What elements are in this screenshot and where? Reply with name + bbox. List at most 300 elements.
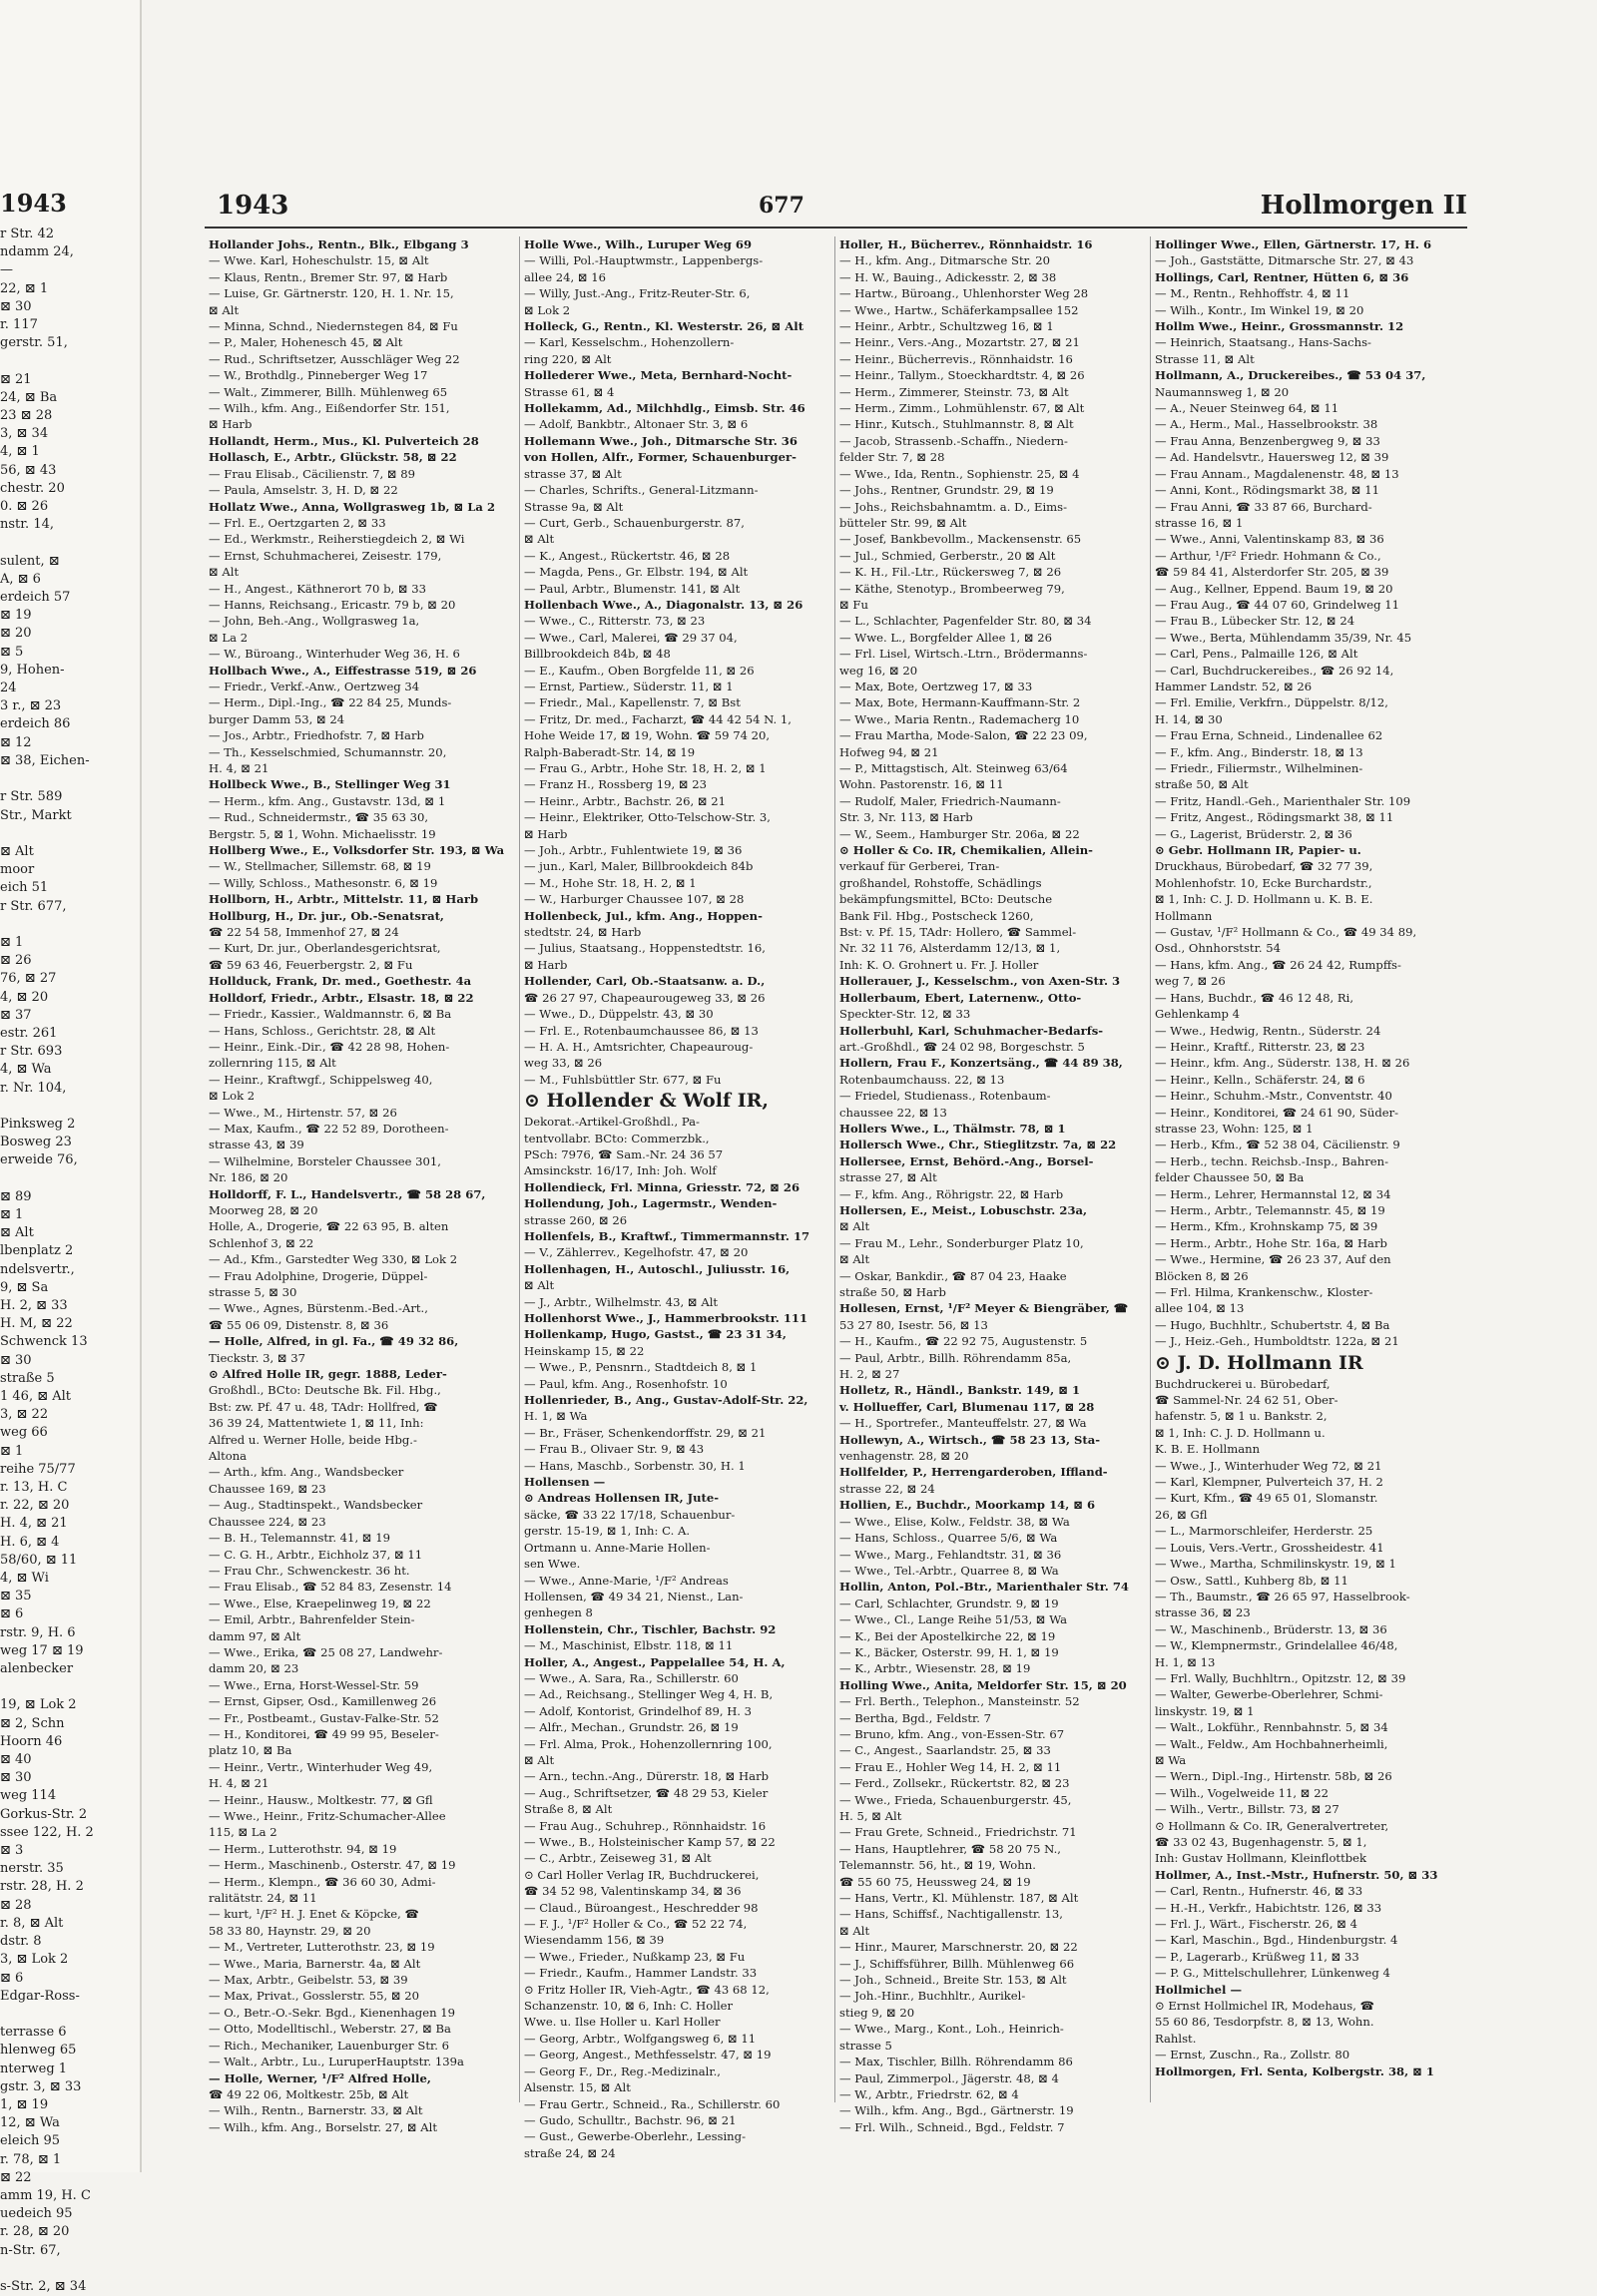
directory-entry: — Ernst, Schuhmacherei, Zeisestr. 179, xyxy=(209,548,442,563)
directory-entry: — Walt., Arbtr., Lu., LuruperHauptstr. 139a xyxy=(209,2055,464,2069)
directory-entry: — Frl. Hilma, Krankenschw., Kloster- xyxy=(1155,1285,1373,1299)
directory-entry: — Holle, Alfred, in gl. Fa., ☎ 49 32 86, xyxy=(209,1334,459,1349)
directory-entry: — Wwe. L., Borgfelder Allee 1, ⊠ 26 xyxy=(839,630,1053,645)
previous-page-line: estr. 261 xyxy=(0,1025,58,1041)
directory-entry: — Ernst, Zuschn., Ra., Zollstr. 80 xyxy=(1155,2048,1350,2063)
previous-page-line: weg 114 xyxy=(0,1788,57,1804)
previous-page-line xyxy=(0,1098,128,1116)
directory-entry: — Wilhelmine, Borsteler Chaussee 301, xyxy=(209,1153,441,1168)
directory-entry: — Frau G., Arbtr., Hohe Str. 18, H. 2, ⊠ 1 xyxy=(524,761,767,775)
directory-entry: Hollensen — xyxy=(524,1475,606,1490)
directory-entry: — Minna, Schnd., Niedernstegen 84, ⊠ Fu xyxy=(209,319,458,334)
directory-entry: felder Str. 7, ⊠ 28 xyxy=(839,450,945,465)
directory-entry: — M., Fuhlsbüttler Str. 677, ⊠ Fu xyxy=(524,1072,722,1087)
directory-entry: von Hollen, Alfr., Former, Schauenburger- xyxy=(524,450,797,465)
directory-entry: Hollederer Wwe., Meta, Bernhard-Nocht- xyxy=(524,368,793,383)
directory-entry: — Wwe., M., Hirtenstr. 57, ⊠ 26 xyxy=(209,1105,397,1120)
directory-entry: — Gust., Gewerbe-Oberlehr., Lessing- xyxy=(524,2129,746,2144)
directory-entry: Hammer Landstr. 52, ⊠ 26 xyxy=(1155,679,1313,693)
directory-entry: Mohlenhofstr. 10, Ecke Burchardstr., xyxy=(1155,875,1372,890)
directory-entry: — Wwe., Anni, Valentinskamp 83, ⊠ 36 xyxy=(1155,532,1384,547)
directory-entry: — Herm., kfm. Ang., Gustavstr. 13d, ⊠ 1 xyxy=(209,793,446,808)
directory-entry: — Frau Elisab., Cäcilienstr. 7, ⊠ 89 xyxy=(209,466,416,481)
directory-entry: — Bertha, Bgd., Feldstr. 7 xyxy=(839,1710,992,1725)
directory-entry: Hollborn, H., Arbtr., Mittelstr. 11, ⊠ Harb xyxy=(209,892,479,907)
directory-entry: — Johs., Rentner, Grundstr. 29, ⊠ 19 xyxy=(839,483,1054,498)
directory-entry: — Ad. Handelsvtr., Hauersweg 12, ⊠ 39 xyxy=(1155,450,1389,465)
directory-page xyxy=(205,185,1467,2160)
previous-page-line: erdeich 86 xyxy=(0,716,71,732)
directory-entry: — Aug., Schriftsetzer, ☎ 48 29 53, Kieler xyxy=(524,1785,769,1800)
directory-entry: Hollberg Wwe., E., Volksdorfer Str. 193, ⊠ Wa xyxy=(209,843,505,858)
previous-page-line: 0. ⊠ 26 xyxy=(0,499,49,515)
directory-entry: sen Wwe. xyxy=(524,1557,581,1572)
directory-entry: — Frau B., Olivaer Str. 9, ⊠ 43 xyxy=(524,1442,705,1457)
directory-entry: — Otto, Modelltischl., Weberstr. 27, ⊠ Ba xyxy=(209,2022,451,2037)
directory-entry: — H., Kaufm., ☎ 22 92 75, Augustenstr. 5 xyxy=(839,1334,1088,1349)
previous-page-line: ⊠ 40 xyxy=(0,1752,32,1768)
directory-entry: Hollenbach Wwe., A., Diagonalstr. 13, ⊠ 26 xyxy=(524,597,803,612)
directory-entry: — Max, Tischler, Billh. Röhrendamm 86 xyxy=(839,2055,1073,2069)
directory-entry: ☎ Sammel-Nr. 24 62 51, Ober- xyxy=(1155,1393,1338,1408)
previous-page-line: ⊠ 3 xyxy=(0,1843,24,1859)
directory-entry: — Walt., Lokführ., Rennbahnstr. 5, ⊠ 34 xyxy=(1155,1720,1388,1735)
previous-page-line: H. 4, ⊠ 21 xyxy=(0,1516,68,1532)
directory-entry: — Rud., Schneidermstr., ☎ 35 63 30, xyxy=(209,810,429,825)
directory-entry: — Friedr., Mal., Kapellenstr. 7, ⊠ Bst xyxy=(524,695,741,710)
previous-page-line: ⊠ 26 xyxy=(0,953,32,969)
directory-entry: ⊠ Alt xyxy=(524,1278,555,1293)
directory-entry: ☎ 55 60 75, Heussweg 24, ⊠ 19 xyxy=(839,1874,1031,1889)
previous-page-line: ⊠ 5 xyxy=(0,644,24,660)
directory-entry: — Heinr., Arbtr., Bachstr. 26, ⊠ 21 xyxy=(524,793,726,808)
previous-page-line xyxy=(0,352,128,370)
directory-entry: ☎ 59 63 46, Feuerbergstr. 2, ⊠ Fu xyxy=(209,957,413,972)
directory-entry: — Frau Anna, Benzenbergweg 9, ⊠ 33 xyxy=(1155,433,1380,448)
directory-entry: straße 50, ⊠ Harb xyxy=(839,1285,946,1299)
directory-entry: — H., kfm. Ang., Ditmarsche Str. 20 xyxy=(839,253,1051,268)
directory-entry: — Friedr., Verkf.-Anw., Oertzweg 34 xyxy=(209,679,420,693)
directory-entry: — Friedr., Kassier., Waldmannstr. 6, ⊠ Ba xyxy=(209,1007,452,1022)
column-3 xyxy=(835,236,1151,2134)
directory-entry: — Arth., kfm. Ang., Wandsbecker xyxy=(209,1465,404,1480)
directory-entry: — Paul, Arbtr., Billh. Röhrendamm 85a, xyxy=(839,1350,1072,1365)
directory-entry: — Wwe., Erika, ☎ 25 08 27, Landwehr- xyxy=(209,1644,443,1659)
previous-page-line: ⊠ 20 xyxy=(0,626,32,642)
directory-entry: — Heinr., Vers.-Ang., Mozartstr. 27, ⊠ 21 xyxy=(839,335,1080,350)
previous-page-line: gerstr. 51, xyxy=(0,335,68,351)
directory-entry: — V., Zählerrev., Kegelhofstr. 47, ⊠ 20 xyxy=(524,1245,749,1260)
directory-entry: — Frl. Wilh., Schneid., Bgd., Feldstr. 7 xyxy=(839,2119,1065,2134)
directory-entry: — Wwe., Maria, Barnerstr. 4a, ⊠ Alt xyxy=(209,1956,421,1971)
directory-entry: ⊠ Alt xyxy=(209,565,240,580)
directory-entry: Hollendung, Joh., Lagermstr., Wenden- xyxy=(524,1196,778,1211)
directory-entry: — Fritz, Dr. med., Facharzt, ☎ 44 42 54 N. 1, xyxy=(524,711,792,726)
directory-entry: — Charles, Schrifts., General-Litzmann- xyxy=(524,483,759,498)
previous-page-line: r. 117 xyxy=(0,317,38,333)
directory-entry: — Paul, kfm. Ang., Rosenhofstr. 10 xyxy=(524,1376,728,1391)
directory-entry: burger Damm 53, ⊠ 24 xyxy=(209,711,345,726)
directory-entry: H. 1, ⊠ Wa xyxy=(524,1409,588,1424)
directory-entry: — Wwe., Frieder., Nußkamp 23, ⊠ Fu xyxy=(524,1949,746,1964)
directory-entry: Hollduck, Frank, Dr. med., Goethestr. 4a xyxy=(209,974,472,989)
directory-entry: Ralph-Baberadt-Str. 14, ⊠ 19 xyxy=(524,744,696,759)
directory-columns xyxy=(205,236,1467,2160)
directory-entry: ⊙ Ernst Hollmichel IR, Modehaus, ☎ xyxy=(1155,1999,1375,2014)
directory-entry: — Ad., Reichsang., Stellinger Weg 4, H. B, xyxy=(524,1687,774,1702)
directory-entry: — jun., Karl, Maler, Billbrookdeich 84b xyxy=(524,859,754,874)
directory-entry: — Herm., Arbtr., Hohe Str. 16a, ⊠ Harb xyxy=(1155,1235,1387,1250)
directory-entry: Druckhaus, Bürobedarf, ☎ 32 77 39, xyxy=(1155,859,1373,874)
directory-entry: Hollendieck, Frl. Minna, Griesstr. 72, ⊠ 26 xyxy=(524,1179,800,1194)
directory-entry: Hollern, Frau F., Konzertsäng., ☎ 44 89 38, xyxy=(839,1056,1123,1071)
previous-page-line: weg 17 ⊠ 19 xyxy=(0,1642,84,1658)
directory-entry: Hollesen, Ernst, ¹/F² Meyer & Biengräber, ☎ xyxy=(839,1301,1129,1316)
directory-entry: Holling Wwe., Anita, Meldorfer Str. 15, ⊠ 20 xyxy=(839,1677,1127,1692)
directory-entry: Moorweg 28, ⊠ 20 xyxy=(209,1202,318,1217)
directory-entry: — C., Angest., Saarlandstr. 25, ⊠ 33 xyxy=(839,1743,1051,1758)
directory-entry: — Hans, Schloss., Quarree 5/6, ⊠ Wa xyxy=(839,1531,1058,1546)
directory-entry: ⊙ Fritz Holler IR, Vieh-Agtr., ☎ 43 68 12, xyxy=(524,1982,770,1997)
directory-entry: tentvollabr. BCto: Commerzbk., xyxy=(524,1131,710,1146)
directory-entry: — Friedel, Studienass., Rotenbaum- xyxy=(839,1089,1051,1104)
directory-entry: — Wilh., kfm. Ang., Bgd., Gärtnerstr. 19 xyxy=(839,2103,1074,2118)
directory-entry: — Wilh., Vertr., Billstr. 73, ⊠ 27 xyxy=(1155,1802,1339,1817)
directory-entry: — Carl, Rentn., Hufnerstr. 46, ⊠ 33 xyxy=(1155,1884,1363,1899)
directory-entry: — L., Marmorschleifer, Herderstr. 25 xyxy=(1155,1524,1373,1539)
directory-entry: — Joh., Arbtr., Fuhlentwiete 19, ⊠ 36 xyxy=(524,843,743,858)
directory-entry: Hollmichel — xyxy=(1155,1982,1243,1997)
directory-entry: — Heinr., Elektriker, Otto-Telschow-Str. 3, xyxy=(524,810,771,825)
directory-entry: — Wilh., Vogelweide 11, ⊠ 22 xyxy=(1155,1785,1329,1800)
directory-entry: — M., Hohe Str. 18, H. 2, ⊠ 1 xyxy=(524,875,697,890)
directory-entry: — Frau Anni, ☎ 33 87 66, Burchard- xyxy=(1155,499,1372,514)
directory-entry: ⊙ Hollender & Wolf IR, xyxy=(524,1090,770,1113)
directory-entry: straße 24, ⊠ 24 xyxy=(524,2145,616,2160)
directory-entry: — Herm., Maschinenb., Osterstr. 47, ⊠ 19 xyxy=(209,1858,456,1873)
directory-entry: Hofweg 94, ⊠ 21 xyxy=(839,744,939,759)
directory-entry: Großhdl., BCto: Deutsche Bk. Fil. Hbg., xyxy=(209,1383,441,1398)
directory-entry: weg 7, ⊠ 26 xyxy=(1155,974,1226,989)
directory-entry: ⊙ Andreas Hollensen IR, Jute- xyxy=(524,1491,720,1506)
directory-entry: art.-Großhdl., ☎ 24 02 98, Borgeschstr. 5 xyxy=(839,1039,1085,1054)
directory-entry: — Heinr., Kelln., Schäferstr. 24, ⊠ 6 xyxy=(1155,1072,1365,1087)
directory-entry: — W., Klempnermstr., Grindelallee 46/48, xyxy=(1155,1638,1398,1653)
previous-page-line: 76, ⊠ 27 xyxy=(0,971,57,987)
directory-entry: — Frau Chr., Schwenckestr. 36 ht. xyxy=(209,1563,410,1578)
directory-entry: — H. W., Bauing., Adickesstr. 2, ⊠ 38 xyxy=(839,269,1057,284)
directory-entry: — Wwe., Cl., Lange Reihe 51/53, ⊠ Wa xyxy=(839,1612,1068,1627)
directory-entry: — Herb., techn. Reichsb.-Insp., Bahren- xyxy=(1155,1153,1388,1168)
directory-entry: — Karl, Klempner, Pulverteich 37, H. 2 xyxy=(1155,1475,1383,1490)
directory-entry: Hollasch, E., Arbtr., Glückstr. 58, ⊠ 22 xyxy=(209,450,457,465)
directory-entry: Hollings, Carl, Rentner, Hütten 6, ⊠ 36 xyxy=(1155,269,1409,284)
directory-entry: — P., Mittagstisch, Alt. Steinweg 63/64 xyxy=(839,761,1068,775)
directory-entry: v. Hollueffer, Carl, Blumenau 117, ⊠ 28 xyxy=(839,1399,1095,1414)
directory-entry: Bst: zw. Pf. 47 u. 48, TAdr: Hollfred, ☎ xyxy=(209,1399,438,1414)
directory-entry: ☎ 22 54 58, Immenhof 27, ⊠ 24 xyxy=(209,925,399,940)
directory-entry: — Carl, Pens., Palmaille 126, ⊠ Alt xyxy=(1155,647,1358,662)
directory-entry: — Paul, Zimmerpol., Jägerstr. 48, ⊠ 4 xyxy=(839,2070,1059,2085)
directory-entry: Hollandt, Herm., Mus., Kl. Pulverteich 28 xyxy=(209,433,479,448)
directory-entry: — Rich., Mechaniker, Lauenburger Str. 6 xyxy=(209,2038,449,2053)
directory-entry: strasse 5, ⊠ 30 xyxy=(209,1285,297,1299)
directory-entry: Hollewyn, A., Wirtsch., ☎ 58 23 13, Sta- xyxy=(839,1432,1101,1447)
previous-page-line: r. 22, ⊠ 20 xyxy=(0,1498,70,1514)
directory-entry: Alfred u. Werner Holle, beide Hbg.- xyxy=(209,1432,417,1447)
directory-entry: Hohe Weide 17, ⊠ 19, Wohn. ☎ 59 74 20, xyxy=(524,728,771,743)
previous-page-line: nstr. 14, xyxy=(0,517,54,533)
previous-page-line: ssee 122, H. 2 xyxy=(0,1824,94,1840)
previous-page-line xyxy=(0,770,128,788)
directory-entry: Hollenhagen, H., Autoschl., Juliusstr. 16, xyxy=(524,1261,791,1276)
previous-page-line: 9, Hohen- xyxy=(0,662,65,678)
directory-entry: Hollinger Wwe., Ellen, Gärtnerstr. 17, H. 6 xyxy=(1155,237,1432,251)
directory-entry: — Anni, Kont., Rödingsmarkt 38, ⊠ 11 xyxy=(1155,483,1379,498)
directory-entry: — Hans, Vertr., Kl. Mühlenstr. 187, ⊠ Alt xyxy=(839,1891,1079,1906)
directory-entry: — Wwe., Hartw., Schäferkampsallee 152 xyxy=(839,302,1079,317)
directory-entry: Hollerbuhl, Karl, Schuhmacher-Bedarfs- xyxy=(839,1023,1104,1038)
previous-page-line: ⊠ 89 xyxy=(0,1188,32,1204)
directory-entry: — Walt., Zimmerer, Billh. Mühlenweg 65 xyxy=(209,384,448,399)
column-4 xyxy=(1151,236,1466,2102)
directory-entry: — Herm., Zimmerer, Steinstr. 73, ⊠ Alt xyxy=(839,384,1069,399)
directory-entry: — Ferd., Zollsekr., Rückertstr. 82, ⊠ 23 xyxy=(839,1776,1070,1791)
page-header xyxy=(205,185,1467,229)
previous-page-line: Gorkus-Str. 2 xyxy=(0,1806,88,1822)
previous-page-line xyxy=(0,534,128,552)
directory-entry: — W., Harburger Chaussee 107, ⊠ 28 xyxy=(524,892,745,907)
directory-entry: — Käthe, Stenotyp., Brombeerweg 79, xyxy=(839,581,1065,596)
directory-entry: — Frl. E., Oertzgarten 2, ⊠ 33 xyxy=(209,515,386,530)
directory-entry: — Kurt, Kfm., ☎ 49 65 01, Slomanstr. xyxy=(1155,1491,1378,1506)
directory-entry: — H. A. H., Amtsrichter, Chapeauroug- xyxy=(524,1039,754,1054)
directory-entry: — Th., Baumstr., ☎ 26 65 97, Hasselbrook- xyxy=(1155,1589,1410,1604)
directory-entry: — H., Konditorei, ☎ 49 99 95, Beseler- xyxy=(209,1726,439,1741)
directory-entry: — W., Brothdlg., Pinneberger Weg 17 xyxy=(209,368,428,383)
directory-entry: — Bruno, kfm. Ang., von-Essen-Str. 67 xyxy=(839,1726,1065,1741)
directory-entry: — Herb., Kfm., ☎ 52 38 04, Cäcilienstr. 9 xyxy=(1155,1138,1400,1152)
directory-entry: H. 4, ⊠ 21 xyxy=(209,761,269,775)
directory-entry: — Gudo, Schulltr., Bachstr. 96, ⊠ 21 xyxy=(524,2112,737,2127)
directory-entry: allee 104, ⊠ 13 xyxy=(1155,1301,1245,1316)
directory-entry: Holle, A., Drogerie, ☎ 22 63 95, B. alten xyxy=(209,1219,449,1234)
directory-entry: — Adolf, Bankbtr., Altonaer Str. 3, ⊠ 6 xyxy=(524,417,749,432)
directory-entry: — John, Beh.-Ang., Wollgrasweg 1a, xyxy=(209,614,420,629)
directory-entry: — Frau Erna, Schneid., Lindenallee 62 xyxy=(1155,728,1383,743)
previous-page-fragment xyxy=(0,189,128,2294)
header-year: 1943 xyxy=(217,191,289,221)
directory-entry: — Frau Martha, Mode-Salon, ☎ 22 23 09, xyxy=(839,728,1088,743)
directory-entry: — Wwe., Elise, Kolw., Feldstr. 38, ⊠ Wa xyxy=(839,1514,1070,1529)
directory-entry: strasse 37, ⊠ Alt xyxy=(524,466,622,481)
directory-entry: — Frl. Emilie, Verkfrn., Düppelstr. 8/12, xyxy=(1155,695,1388,710)
directory-entry: ⊠ 1, Inh: C. J. D. Hollmann u. K. B. E. xyxy=(1155,892,1373,907)
directory-entry: 55 60 86, Tesdorpfstr. 8, ⊠ 13, Wohn. xyxy=(1155,2015,1374,2030)
directory-entry: Hollin, Anton, Pol.-Btr., Marienthaler Str. 74 xyxy=(839,1580,1129,1595)
directory-entry: Hollmann xyxy=(1155,908,1213,923)
directory-entry: — Hans, Hauptlehrer, ☎ 58 20 75 N., xyxy=(839,1841,1061,1856)
directory-entry: — Paula, Amselstr. 3, H. D, ⊠ 22 xyxy=(209,483,398,498)
directory-entry: — W., Büroang., Winterhuder Weg 36, H. 6 xyxy=(209,647,460,662)
directory-entry: ⊙ J. D. Hollmann IR xyxy=(1155,1351,1363,1374)
directory-entry: Chaussee 224, ⊠ 23 xyxy=(209,1514,326,1529)
directory-entry: ☎ 26 27 97, Chapeaurougeweg 33, ⊠ 26 xyxy=(524,990,766,1005)
previous-page-line: alenbecker xyxy=(0,1661,74,1677)
directory-entry: — Wilh., Kontr., Im Winkel 19, ⊠ 20 xyxy=(1155,302,1364,317)
previous-page-line: r. 8, ⊠ Alt xyxy=(0,1915,64,1931)
directory-entry: — P. G., Mittelschullehrer, Lünkenweg 4 xyxy=(1155,1966,1390,1981)
directory-entry: ⊠ Alt xyxy=(209,302,240,317)
directory-entry: — Wwe., B., Holsteinischer Kamp 57, ⊠ 22 xyxy=(524,1835,776,1849)
directory-entry: ⊠ Alt xyxy=(524,532,555,547)
previous-page-line: — xyxy=(0,262,13,278)
directory-entry: — Josef, Bankbevollm., Mackensenstr. 65 xyxy=(839,532,1082,547)
directory-entry: damm 97, ⊠ Alt xyxy=(209,1628,301,1643)
directory-entry: — Wwe., Hedwig, Rentn., Süderstr. 24 xyxy=(1155,1023,1381,1038)
directory-entry: 58 33 80, Haynstr. 29, ⊠ 20 xyxy=(209,1923,371,1938)
directory-entry: Schanzenstr. 10, ⊠ 6, Inh: C. Holler xyxy=(524,1999,734,2014)
directory-entry: — C., Arbtr., Zeiseweg 31, ⊠ Alt xyxy=(524,1851,712,1866)
previous-page-line: eich 51 xyxy=(0,880,49,896)
directory-entry: — Herm., Kfm., Krohnskamp 75, ⊠ 39 xyxy=(1155,1219,1378,1234)
directory-entry: Hollander Johs., Rentn., Blk., Elbgang 3 xyxy=(209,237,469,251)
previous-page-line: 4, ⊠ Wa xyxy=(0,1062,52,1078)
directory-entry: — Aug., Kellner, Eppend. Baum 19, ⊠ 20 xyxy=(1155,581,1393,596)
directory-entry: — Herm., Klempn., ☎ 36 60 30, Admi- xyxy=(209,1874,436,1889)
directory-entry: Hollers Wwe., L., Thälmstr. 78, ⊠ 1 xyxy=(839,1121,1066,1136)
directory-entry: ☎ 49 22 06, Moltkestr. 25b, ⊠ Alt xyxy=(209,2086,409,2101)
directory-entry: — C. G. H., Arbtr., Eichholz 37, ⊠ 11 xyxy=(209,1547,423,1562)
previous-page-line: ⊠ 30 xyxy=(0,1770,32,1786)
directory-entry: — J., Heiz.-Geh., Humboldtstr. 122a, ⊠ 21 xyxy=(1155,1334,1399,1349)
previous-page-line: ⊠ 1 xyxy=(0,934,24,950)
directory-entry: — Hans, Schloss., Gerichtstr. 28, ⊠ Alt xyxy=(209,1023,436,1038)
directory-entry: ⊠ Alt xyxy=(839,1252,870,1267)
directory-entry: Hollender, Carl, Ob.-Staatsanw. a. D., xyxy=(524,974,766,989)
previous-page-line: 58/60, ⊠ 11 xyxy=(0,1552,78,1568)
directory-entry: Hollburg, H., Dr. jur., Ob.-Senatsrat, xyxy=(209,908,444,923)
directory-entry: — Frl. E., Rotenbaumchaussee 86, ⊠ 13 xyxy=(524,1023,759,1038)
directory-entry: — K. H., Fil.-Ltr., Rückersweg 7, ⊠ 26 xyxy=(839,565,1062,580)
previous-page-line: H. 6, ⊠ 4 xyxy=(0,1534,60,1550)
directory-entry: stedtstr. 24, ⊠ Harb xyxy=(524,925,642,940)
directory-entry: — Klaus, Rentn., Bremer Str. 97, ⊠ Harb xyxy=(209,269,448,284)
directory-entry: 53 27 80, Isestr. 56, ⊠ 13 xyxy=(839,1317,988,1332)
directory-entry: — Arthur, ¹/F² Friedr. Hohmann & Co., xyxy=(1155,548,1381,563)
directory-entry: straße 50, ⊠ Alt xyxy=(1155,777,1249,792)
directory-entry: — L., Schlachter, Pagenfelder Str. 80, ⊠ 34 xyxy=(839,614,1092,629)
previous-page-line: 1, ⊠ 19 xyxy=(0,2096,49,2112)
directory-entry: strasse 23, Wohn: 125, ⊠ 1 xyxy=(1155,1121,1314,1136)
directory-entry: — K., Bäcker, Osterstr. 99, H. 1, ⊠ 19 xyxy=(839,1644,1059,1659)
directory-entry: Wohn. Pastorenstr. 16, ⊠ 11 xyxy=(839,777,1004,792)
directory-entry: stieg 9, ⊠ 20 xyxy=(839,2005,915,2020)
previous-page-line: ⊠ 30 xyxy=(0,298,32,314)
directory-entry: — Jul., Schmied, Gerberstr., 20 ⊠ Alt xyxy=(839,548,1056,563)
directory-entry: — Heinr., Hausw., Moltkestr. 77, ⊠ Gfl xyxy=(209,1792,433,1807)
directory-entry: — Heinr., kfm. Ang., Süderstr. 138, H. ⊠ 26 xyxy=(1155,1056,1410,1071)
directory-entry: — W., Stellmacher, Sillemstr. 68, ⊠ 19 xyxy=(209,859,431,874)
directory-entry: Hollatz Wwe., Anna, Wollgrasweg 1b, ⊠ La 2 xyxy=(209,499,496,514)
previous-page-line: 1 46, ⊠ Alt xyxy=(0,1389,72,1404)
previous-page-line: ⊠ 2, Schn xyxy=(0,1715,65,1731)
directory-entry: Holleck, G., Rentn., Kl. Westerstr. 26, ⊠ Alt xyxy=(524,319,804,334)
directory-entry: — Karl, Maschin., Bgd., Hindenburgstr. 4 xyxy=(1155,1933,1398,1948)
directory-entry: — Rud., Schriftsetzer, Ausschläger Weg 22 xyxy=(209,351,460,366)
directory-entry: ⊠ 1, Inh: C. J. D. Hollmann u. xyxy=(1155,1425,1326,1440)
directory-entry: — Wwe., Ida, Rentn., Sophienstr. 25, ⊠ 4 xyxy=(839,466,1080,481)
directory-entry: — K., Arbtr., Wiesenstr. 28, ⊠ 19 xyxy=(839,1661,1031,1676)
directory-entry: Hollenbeck, Jul., kfm. Ang., Hoppen- xyxy=(524,908,763,923)
directory-entry: — H.-H., Verkfr., Habichtstr. 126, ⊠ 33 xyxy=(1155,1900,1382,1915)
directory-entry: — H., Angest., Käthnerort 70 b, ⊠ 33 xyxy=(209,581,427,596)
directory-entry: — Adolf, Kontorist, Grindelhof 89, H. 3 xyxy=(524,1703,753,1718)
previous-page-line: erdeich 57 xyxy=(0,590,71,606)
directory-entry: — Aug., Stadtinspekt., Wandsbecker xyxy=(209,1498,423,1513)
directory-entry: — Wilh., kfm. Ang., Borselstr. 27, ⊠ Alt xyxy=(209,2119,437,2134)
directory-entry: Hollerauer, J., Kesselschm., von Axen-Str. 3 xyxy=(839,974,1121,989)
previous-page-line: H. 2, ⊠ 33 xyxy=(0,1297,68,1313)
directory-entry: — W., Seem., Hamburger Str. 206a, ⊠ 22 xyxy=(839,826,1080,841)
directory-entry: Bank Fil. Hbg., Postscheck 1260, xyxy=(839,908,1034,923)
directory-entry: Alsenstr. 15, ⊠ Alt xyxy=(524,2080,631,2095)
directory-entry: ⊙ Alfred Holle IR, gegr. 1888, Leder- xyxy=(209,1367,447,1382)
directory-entry: — Joh.-Hinr., Buchhltr., Aurikel- xyxy=(839,1989,1026,2004)
directory-entry: felder Chaussee 50, ⊠ Ba xyxy=(1155,1170,1305,1185)
directory-entry: — Arn., techn.-Ang., Dürerstr. 18, ⊠ Harb xyxy=(524,1769,770,1784)
directory-entry: — Wilh., kfm. Ang., Eißendorfer Str. 151, xyxy=(209,401,450,416)
directory-entry: H. 14, ⊠ 30 xyxy=(1155,711,1223,726)
directory-entry: Heinskamp 15, ⊠ 22 xyxy=(524,1343,645,1358)
directory-entry: — Heinr., Eink.-Dir., ☎ 42 28 98, Hohen- xyxy=(209,1039,450,1054)
previous-page-line: r Str. 693 xyxy=(0,1044,63,1060)
previous-page-edge xyxy=(0,0,142,2294)
directory-entry: Strasse 9a, ⊠ Alt xyxy=(524,499,624,514)
directory-entry: — Frau Grete, Schneid., Friedrichstr. 71 xyxy=(839,1825,1077,1840)
directory-entry: Inh: K. O. Grohnert u. Fr. J. Holler xyxy=(839,957,1039,972)
directory-entry: Hollien, E., Buchdr., Moorkamp 14, ⊠ 6 xyxy=(839,1498,1096,1513)
directory-entry: — Rudolf, Maler, Friedrich-Naumann- xyxy=(839,793,1061,808)
directory-entry: — F. J., ¹/F² Holler & Co., ☎ 52 22 74, xyxy=(524,1917,748,1932)
directory-entry: — Hans, Buchdr., ☎ 46 12 48, Ri, xyxy=(1155,990,1354,1005)
previous-page-line: 3, ⊠ 34 xyxy=(0,426,49,442)
directory-entry: strasse 22, ⊠ 24 xyxy=(839,1481,935,1496)
directory-entry: — Wwe., Marg., Fehlandtstr. 31, ⊠ 36 xyxy=(839,1547,1062,1562)
directory-entry: zollernring 115, ⊠ Alt xyxy=(209,1056,336,1071)
directory-entry: strasse 36, ⊠ 23 xyxy=(1155,1606,1251,1620)
previous-page-line: r. 28, ⊠ 20 xyxy=(0,2224,70,2240)
directory-entry: — Frl. J., Wärt., Fischerstr. 26, ⊠ 4 xyxy=(1155,1917,1358,1932)
directory-entry: damm 20, ⊠ 23 xyxy=(209,1661,299,1676)
directory-entry: — Hans, kfm. Ang., ☎ 26 24 42, Rumpffs- xyxy=(1155,957,1401,972)
directory-entry: Altona xyxy=(209,1449,248,1464)
previous-page-line: ⊠ 6 xyxy=(0,1607,24,1622)
previous-page-line: ⊠ 35 xyxy=(0,1589,32,1605)
directory-entry: Speckter-Str. 12, ⊠ 33 xyxy=(839,1007,971,1022)
directory-entry: — Wwe., Carl, Malerei, ☎ 29 37 04, xyxy=(524,630,738,645)
previous-page-line: Bosweg 23 xyxy=(0,1135,72,1150)
previous-page-line: Schwenck 13 xyxy=(0,1334,88,1350)
directory-entry: — Joh., Schneid., Breite Str. 153, ⊠ Alt xyxy=(839,1973,1067,1988)
directory-entry: — B. H., Telemannstr. 41, ⊠ 19 xyxy=(209,1531,390,1546)
directory-entry: — Heinr., Bücherrevis., Rönnhaidstr. 16 xyxy=(839,351,1073,366)
directory-entry: — Georg, Arbtr., Wolfgangsweg 6, ⊠ 11 xyxy=(524,2031,757,2046)
directory-entry: — Joh., Gaststätte, Ditmarsche Str. 27, ⊠ 43 xyxy=(1155,253,1414,268)
directory-entry: bütteler Str. 99, ⊠ Alt xyxy=(839,515,967,530)
directory-entry: Wiesendamm 156, ⊠ 39 xyxy=(524,1933,665,1948)
directory-entry: Bergstr. 5, ⊠ 1, Wohn. Michaelisstr. 19 xyxy=(209,826,436,841)
